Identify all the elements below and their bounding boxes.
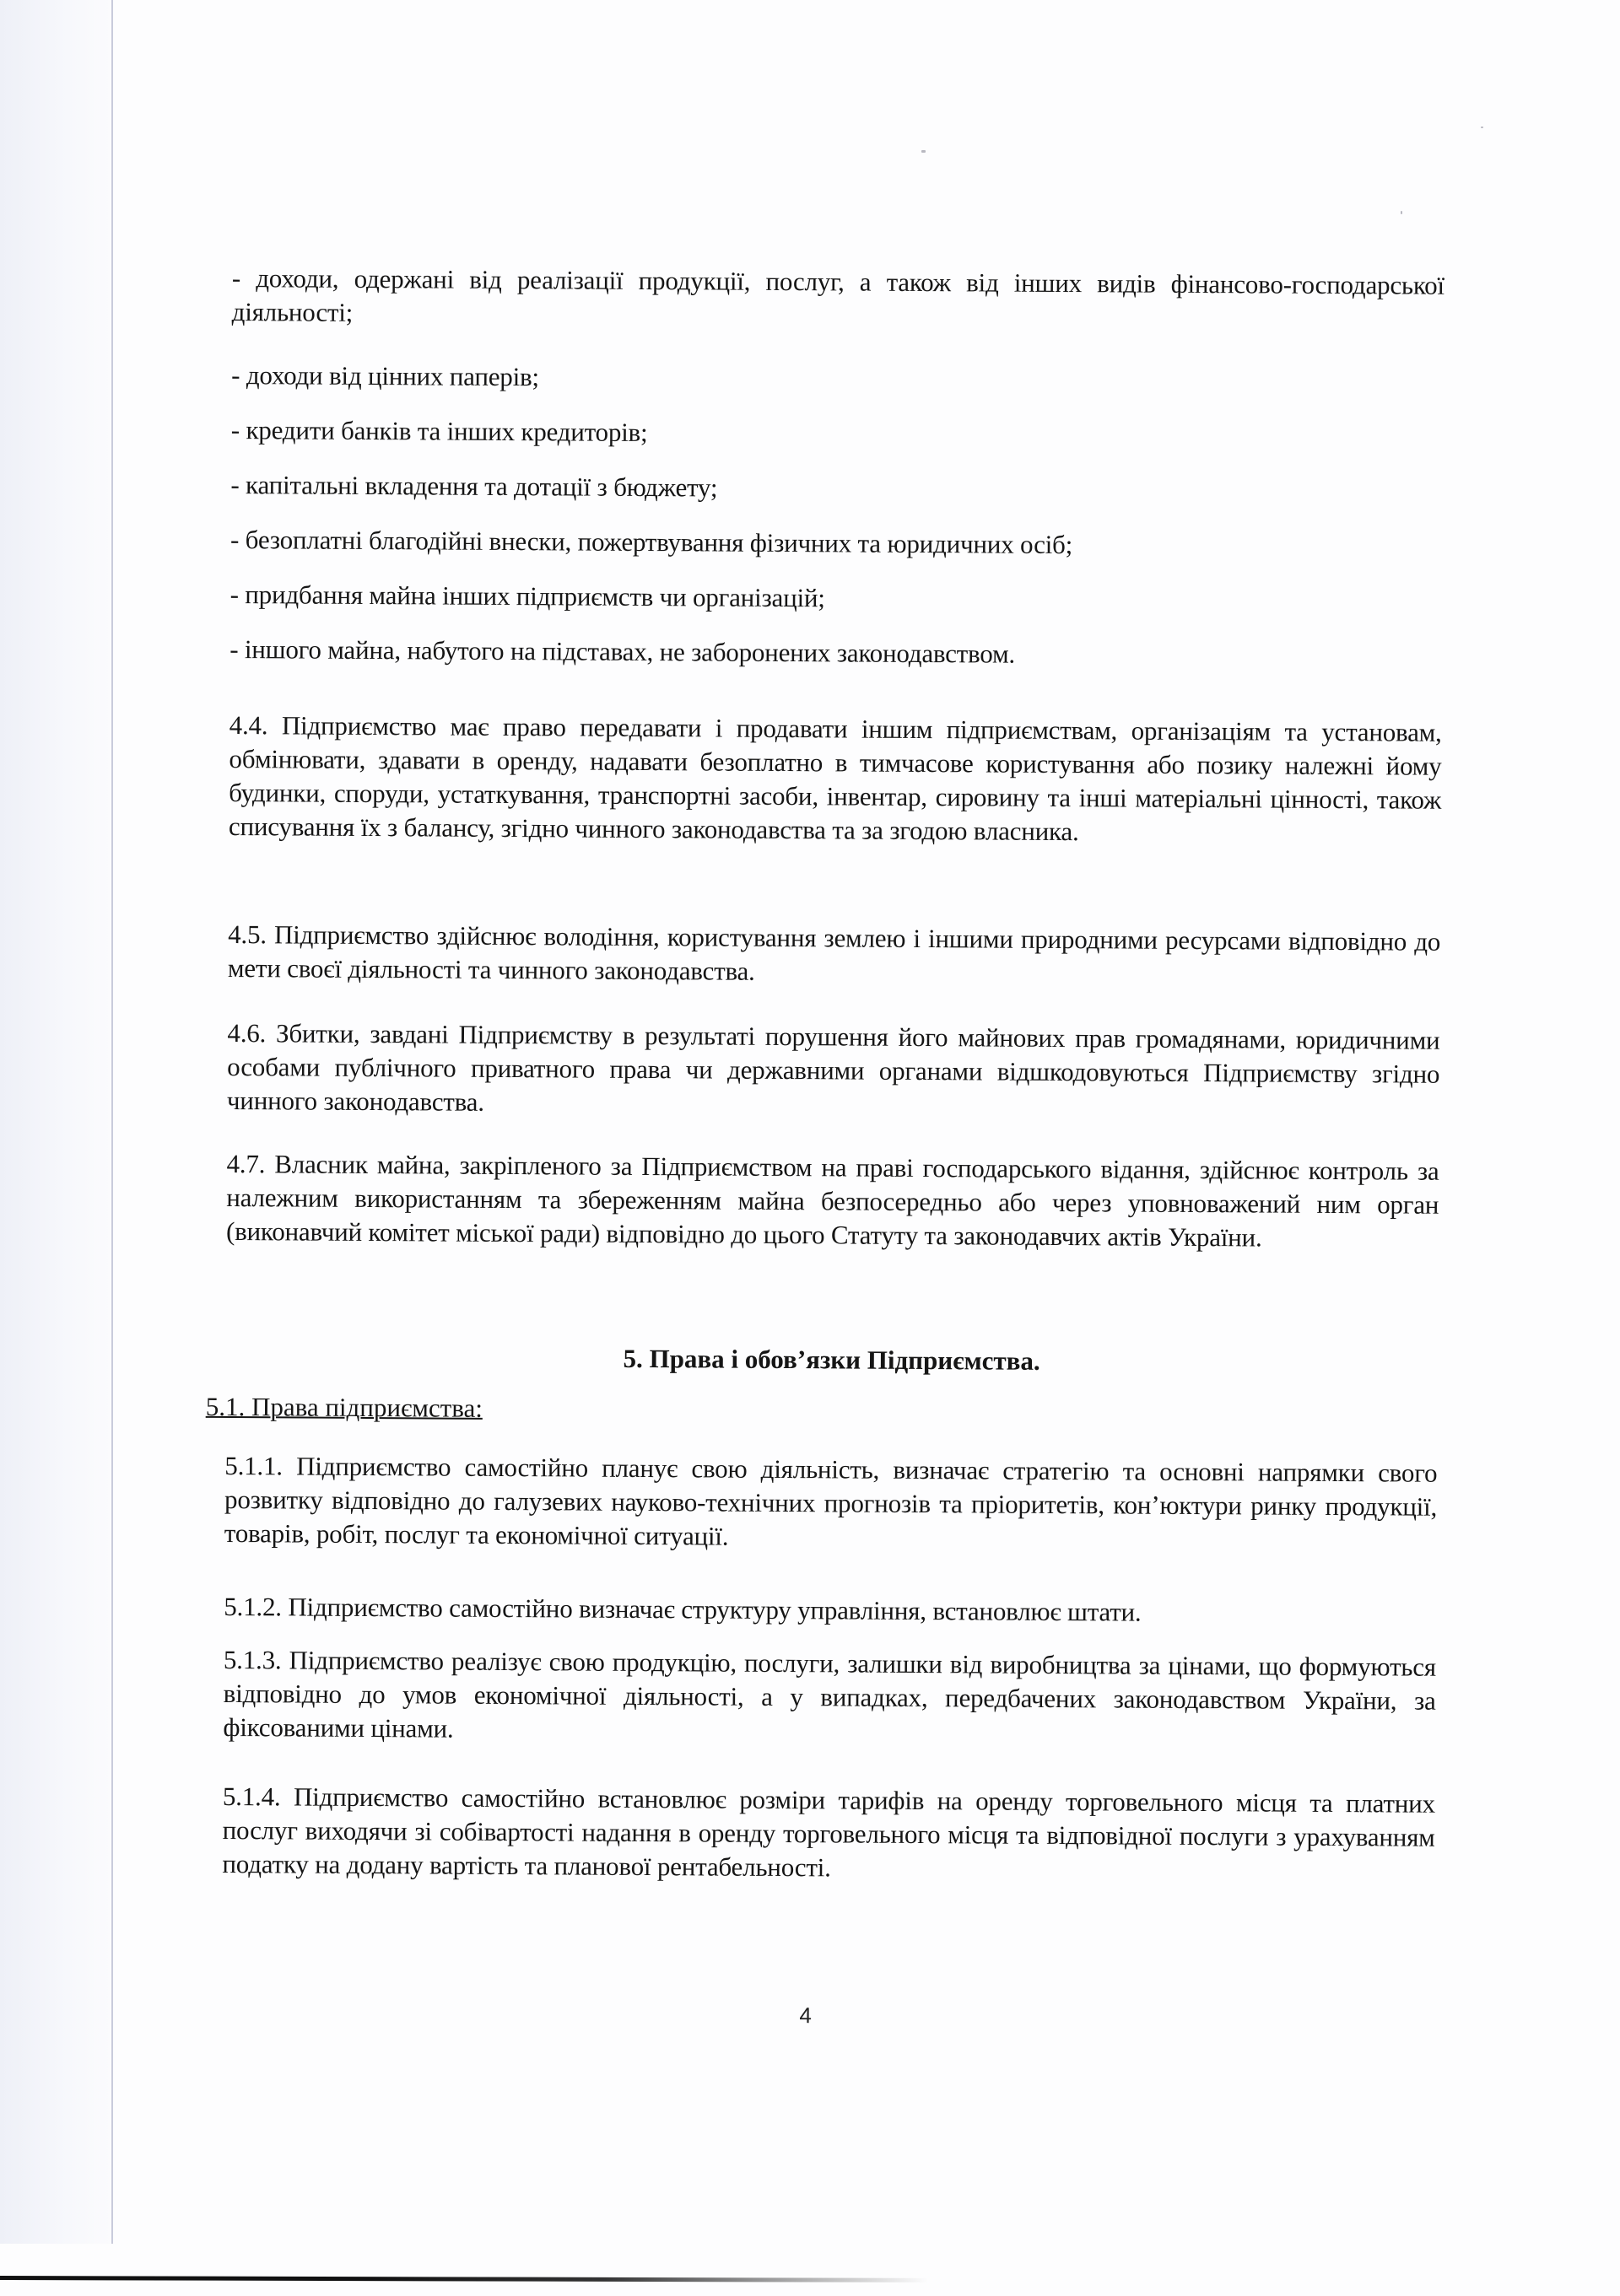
list-item-capital-investments: - капітальні вкладення та дотації з бюджету; bbox=[230, 469, 718, 503]
list-item-bank-credits: - кредити банків та інших кредиторів; bbox=[230, 414, 648, 448]
clause-5-1-3: 5.1.3. Підприємство реалізує свою продукцію, послуги, залишки від виробництва за цінами, що формуються відповідно до умов економічної діяльності, а у випадках, передбачених законодавством України, за фіксованими цінами. bbox=[223, 1644, 1437, 1744]
list-item-income-sales: - доходи, одержані від реалізації продукції, послуг, а також від інших видів фінансово-господарської діяльності; bbox=[231, 263, 1445, 327]
clause-5-1-1: 5.1.1. Підприємство самостійно планує свою діяльність, визначає стратегію та основні напрямки свого розвитку відповідно до галузевих науково-технічних прогнозів та пріоритетів, кон’юктури ринку продукції, товарів, робіт, послуг та економічної ситуації. bbox=[224, 1450, 1438, 1551]
list-item-other-property: - іншого майна, набутого на підставах, не заборонених законодавством. bbox=[230, 633, 1016, 669]
list-item-securities-income: - доходи від цінних паперів; bbox=[231, 359, 540, 392]
list-item-charitable-contributions: - безоплатні благодійні внески, пожертвування фізичних та юридичних осіб; bbox=[230, 524, 1073, 560]
list-item-property-acquisition: - придбання майна інших підприємств чи організацій; bbox=[230, 579, 825, 613]
clause-4-6: 4.6. Збитки, завдані Підприємству в результаті порушення його майнових прав громадянами, юридичними особами публічного приватного права чи державними органами відшкодовуються Підприємству згідно чинного законодавства. bbox=[226, 1017, 1440, 1117]
clause-4-7: 4.7. Власник майна, закріпленого за Підприємством на праві господарського відання, здійснює контроль за належним використанням та збереженням майна безпосередньо або через уповноважений ним орган (виконавчий комітет міської ради) відповідно до цього Статуту та законодавчих актів України. bbox=[225, 1148, 1439, 1253]
clause-5-1-2: 5.1.2. Підприємство самостійно визначає структуру управління, встановлює штати. bbox=[224, 1591, 1142, 1627]
page-number: 4 bbox=[799, 2002, 812, 2029]
section-5-1-subheading: 5.1. Права підприємства: bbox=[205, 1391, 483, 1423]
clause-4-5: 4.5. Підприємство здійснює володіння, користування землею і іншими природними ресурсами відповідно до мети своєї діяльності та чинного законодавства. bbox=[227, 919, 1441, 986]
clause-4-4: 4.4. Підприємство має право передавати і продавати іншим підприємствам, організаціям та установам, обмінювати, здавати в оренду, надавати безоплатно в тимчасове користування або позику належні йому будинки, споруди, устаткування, транспортні засоби, інвентар, сировину та інші матеріальні цінності, також списування їх з балансу, згідно чинного законодавства та за згодою власника. bbox=[228, 709, 1442, 847]
section-5-heading: 5. Права і обов’язки Підприємства. bbox=[623, 1343, 1040, 1376]
clause-5-1-4: 5.1.4. Підприємство самостійно встановлює розміри тарифів на оренду торговельного місця та платних послуг виходячи зі собівартості надання в оренду торговельного місця та відповідної послуги з урахуванням податку на додану вартість та планової рентабельності. bbox=[222, 1781, 1436, 1883]
